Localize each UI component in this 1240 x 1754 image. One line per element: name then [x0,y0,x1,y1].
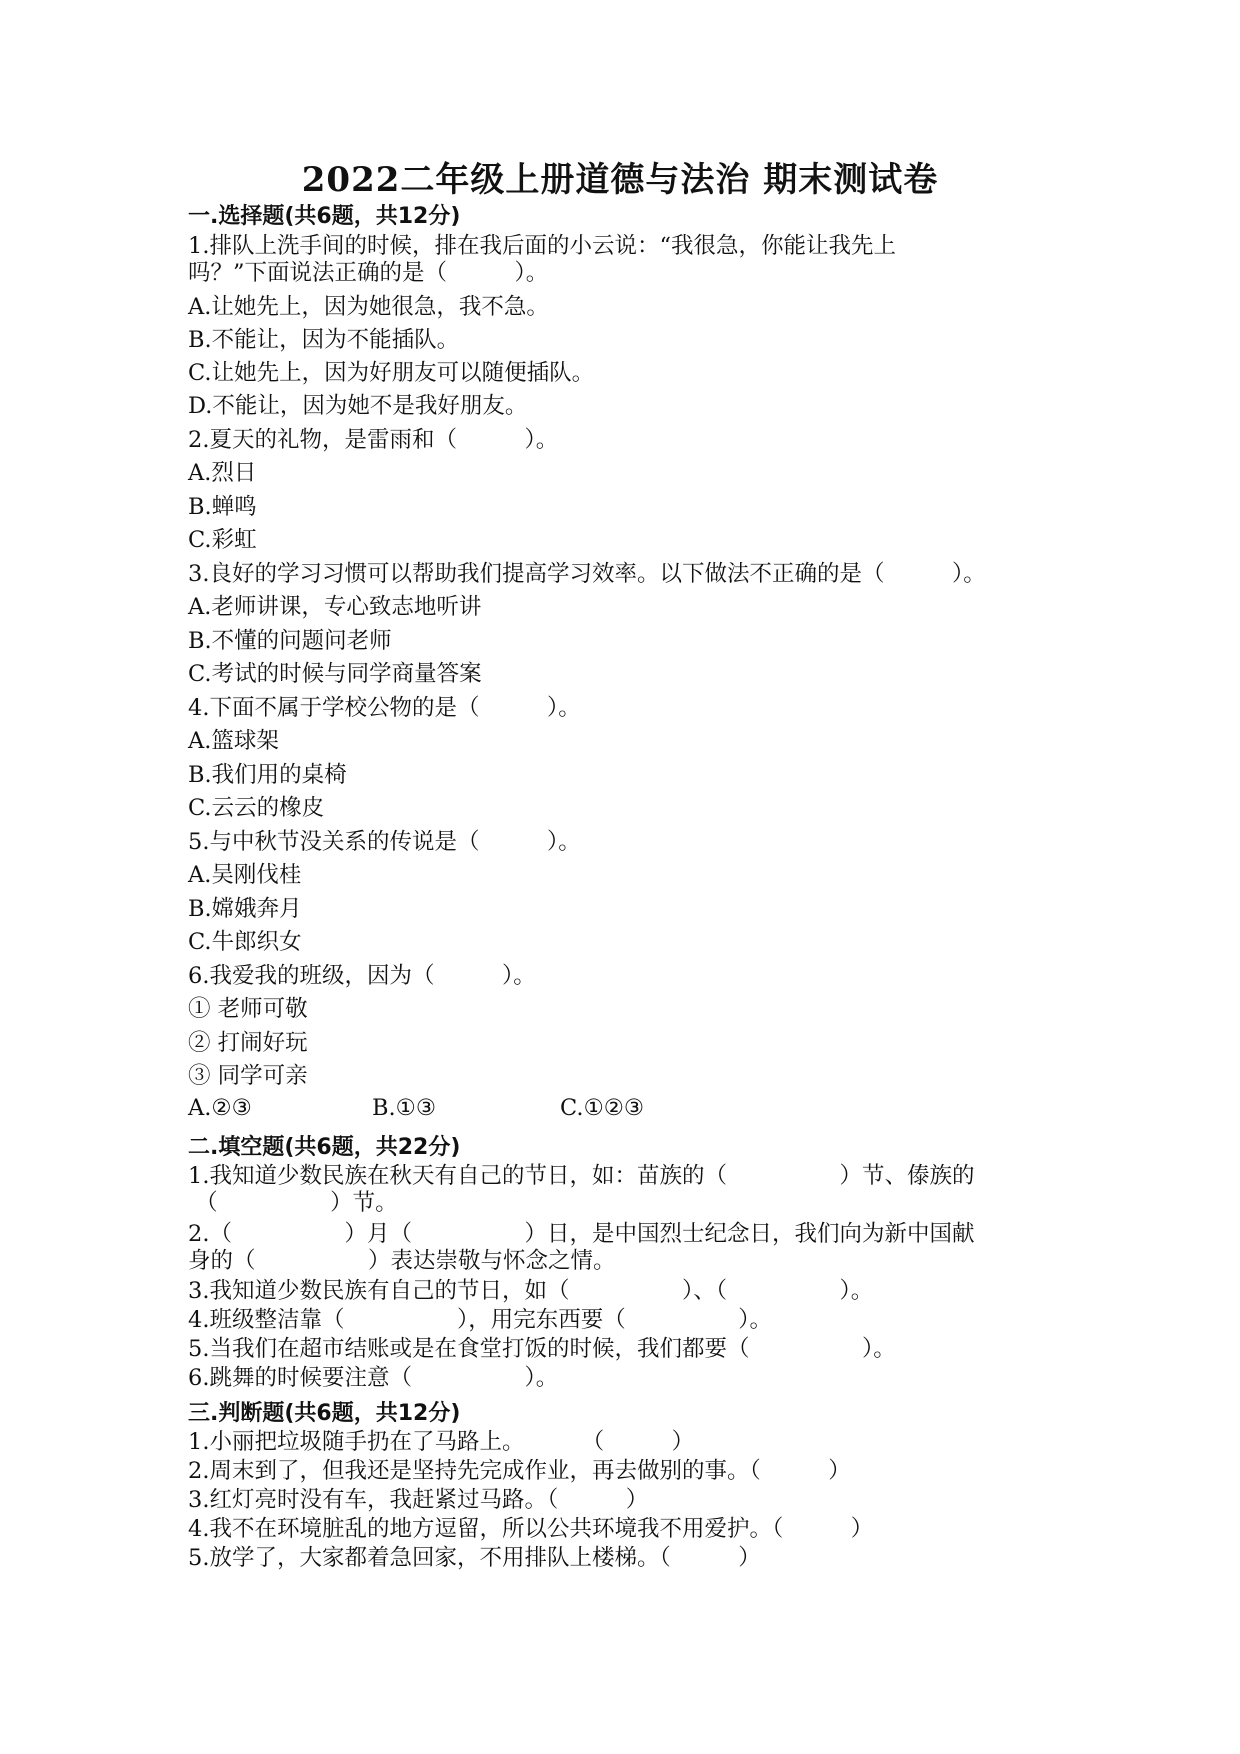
answer-option: C.牛郎织女 [188,929,302,955]
answer-option: A.吴刚伐桂 [188,862,302,888]
answer-option: A.②③ [188,1095,252,1121]
question-text: （ ）节。 [188,1190,398,1216]
question-text: 3.我知道少数民族有自己的节日，如（ ）、（ ）。 [188,1278,874,1304]
answer-option: C.考试的时候与同学商量答案 [188,661,482,687]
question-text: 2.周末到了，但我还是坚持先完成作业，再去做别的事。（ ） [188,1458,851,1484]
answer-option: B.嫦娥奔月 [188,896,302,922]
question-text: 1.我知道少数民族在秋天有自己的节日，如：苗族的（ ）节、傣族的 [188,1163,975,1189]
question-text: 1.排队上洗手间的时候，排在我后面的小云说：“我很急，你能让我先上 [188,233,896,259]
section-header-fill-in: 二.填空题(共6题，共22分) [188,1135,461,1160]
question-text: 5.放学了，大家都着急回家，不用排队上楼梯。（ ） [188,1545,761,1571]
answer-option: B.我们用的桌椅 [188,762,347,788]
answer-option: B.①③ [372,1095,437,1121]
question-text: 吗？”下面说法正确的是（ ）。 [188,260,549,286]
section-header-true-false: 三.判断题(共6题，共12分) [188,1401,461,1426]
list-item: ② 打闹好玩 [188,1030,308,1056]
question-text: 3.良好的学习习惯可以帮助我们提高学习效率。以下做法不正确的是（ ）。 [188,561,986,587]
question-text: 6.我爱我的班级，因为（ ）。 [188,963,536,989]
answer-option: B.蝉鸣 [188,494,257,520]
answer-option: A.篮球架 [188,728,279,754]
question-text: 4.我不在环境脏乱的地方逗留，所以公共环境我不用爱护。（ ） [188,1516,874,1542]
answer-option: B.不懂的问题问老师 [188,628,392,654]
answer-option: C.彩虹 [188,527,257,553]
question-text: 3.红灯亮时没有车，我赶紧过马路。（ ） [188,1487,649,1513]
answer-option: C.让她先上，因为好朋友可以随便插队。 [188,360,595,386]
question-text: 身的（ ）表达崇敬与怀念之情。 [188,1248,616,1274]
section-header-choice: 一.选择题(共6题，共12分) [188,204,461,229]
list-item: ③ 同学可亲 [188,1063,308,1089]
list-item: ① 老师可敬 [188,996,308,1022]
answer-option: A.让她先上，因为她很急，我不急。 [188,294,549,320]
question-text: 4.下面不属于学校公物的是（ ）。 [188,695,581,721]
answer-option: D.不能让，因为她不是我好朋友。 [188,393,528,419]
page-title: 2022二年级上册道德与法治 期末测试卷 [301,160,939,200]
question-text: 5.当我们在超市结账或是在食堂打饭的时候，我们都要（ ）。 [188,1336,896,1362]
question-text: 5.与中秋节没关系的传说是（ ）。 [188,829,581,855]
answer-option: C.①②③ [560,1095,645,1121]
answer-option: B.不能让，因为不能插队。 [188,327,460,353]
answer-option: A.烈日 [188,460,257,486]
question-text: 2.夏天的礼物，是雷雨和（ ）。 [188,427,559,453]
question-text: 1.小丽把垃圾随手扔在了马路上。 （ ） [188,1429,695,1455]
question-text: 2.（ ）月（ ）日，是中国烈士纪念日，我们向为新中国献 [188,1221,975,1247]
question-text: 4.班级整洁靠（ ），用完东西要（ ）。 [188,1307,772,1333]
question-text: 6.跳舞的时候要注意（ ）。 [188,1365,559,1391]
answer-option: A.老师讲课，专心致志地听讲 [188,594,482,620]
answer-option: C.云云的橡皮 [188,795,325,821]
